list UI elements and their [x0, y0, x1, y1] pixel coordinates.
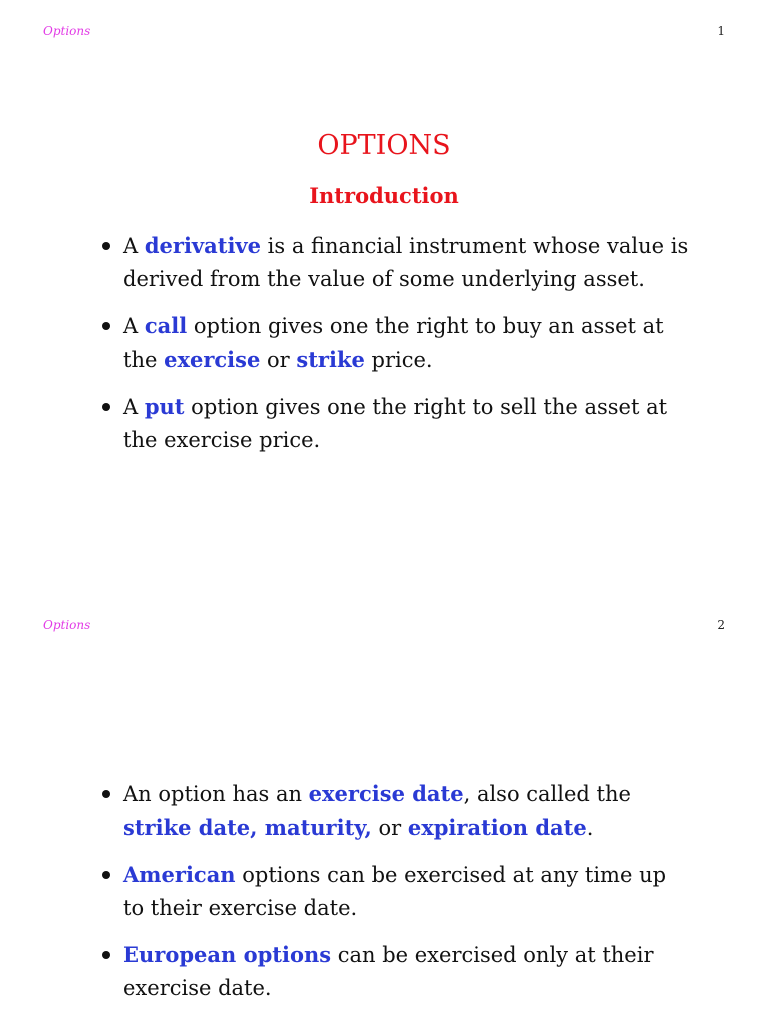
bullet-text: options can be exercised at any time up to their exercise date.: [123, 863, 667, 920]
slide-2: [0, 594, 768, 1024]
bullet-text: .: [586, 816, 594, 840]
bullet-dot-icon: [102, 403, 110, 411]
bullet-item: [100, 777, 690, 845]
keyword: exercise date: [308, 781, 464, 806]
bullet-item: [100, 858, 690, 925]
bullet-text: A: [123, 314, 145, 338]
page-number: 1: [717, 24, 725, 38]
keyword: put: [144, 394, 185, 419]
keyword: strike: [296, 347, 365, 372]
keyword: derivative: [144, 233, 261, 258]
keyword: call: [144, 313, 188, 338]
bullet-list: [100, 777, 690, 1018]
bullet-text: An option has an: [123, 782, 309, 806]
bullet-text: , also called the: [463, 782, 631, 806]
keyword: European options: [123, 942, 332, 967]
slide-title: OPTIONS: [317, 130, 451, 161]
bullet-text: option gives one the right to sell the asset at the exercise price.: [123, 395, 668, 452]
keyword: exercise: [164, 347, 261, 372]
running-header: Options: [43, 24, 91, 38]
keyword: American: [123, 862, 236, 887]
slide-subtitle: Introduction: [309, 183, 459, 208]
bullet-item: [100, 309, 690, 377]
keyword: expiration date: [407, 815, 587, 840]
bullet-text: is a financial instrument whose value is derived from the value of some underlying asset.: [123, 234, 689, 291]
bullet-text: A: [123, 234, 145, 258]
bullet-list: [100, 229, 690, 470]
bullet-item: [100, 938, 690, 1005]
bullet-text: can be exercised only at their exercise date.: [123, 943, 654, 1000]
keyword: strike date, maturity,: [123, 815, 372, 840]
running-header: Options: [43, 618, 91, 632]
bullet-text: A: [123, 395, 145, 419]
bullet-dot-icon: [102, 790, 110, 798]
bullet-text: price.: [364, 348, 433, 372]
bullet-dot-icon: [102, 871, 110, 879]
bullet-item: [100, 390, 690, 457]
bullet-text: or: [371, 816, 408, 840]
bullet-dot-icon: [102, 322, 110, 330]
bullet-text: or: [260, 348, 297, 372]
bullet-text: option gives one the right to buy an asset at the: [123, 314, 664, 372]
bullet-dot-icon: [102, 951, 110, 959]
bullet-dot-icon: [102, 242, 110, 250]
page-number: 2: [717, 618, 725, 632]
bullet-item: [100, 229, 690, 296]
